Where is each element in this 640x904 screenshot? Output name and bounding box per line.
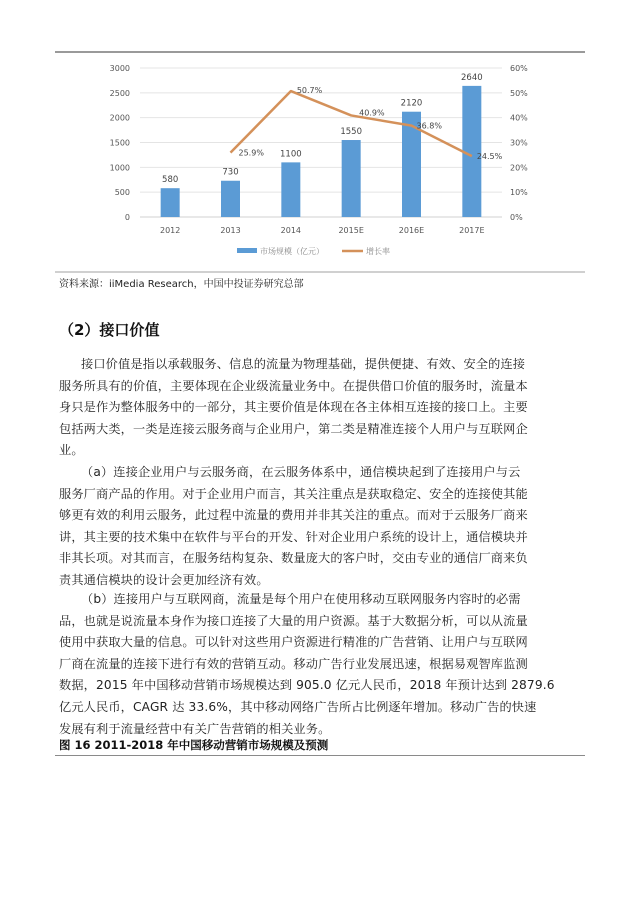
legend-swatch-bar [237, 248, 257, 253]
line-value-label: 50.7% [296, 86, 323, 96]
market-size-chart [0, 0, 640, 270]
chart-legend [237, 246, 390, 256]
right-axis-ticks [510, 64, 528, 222]
paragraph-line: （b）连接用户与互联网商，流量是每个用户在使用移动互联网服务内容时的必需 [81, 592, 521, 606]
source-note: 资料来源：iiMedia Research，中国中投证券研究总部 [59, 279, 304, 290]
bar-value-label: 2120 [400, 98, 423, 109]
left-axis-tick-label: 500 [114, 188, 130, 198]
right-axis-tick-label: 0% [510, 213, 523, 222]
paragraph-enterprise-cloud [59, 462, 528, 592]
bar-value-label: 1550 [340, 127, 362, 138]
line-value-label: 36.8% [416, 121, 442, 131]
figure-caption: 图 16 2011-2018 年中国移动营销市场规模及预测 [59, 738, 329, 752]
legend-label-growth-rate: 增长率 [366, 247, 390, 256]
x-axis-tick-label: 2015E [338, 226, 364, 235]
left-axis-tick-label: 2500 [109, 88, 130, 98]
paragraph-line: 数据，2015 年中国移动营销市场规模达到 905.0 亿元人民币，2018 年预计达到 2879.6 [59, 678, 555, 693]
right-axis-tick-label: 20% [510, 163, 528, 173]
left-axis-tick-label: 1500 [109, 138, 130, 148]
bar-2012 [161, 188, 180, 217]
bar-2013 [221, 181, 240, 217]
bar-2014 [281, 162, 300, 217]
left-axis-tick-label: 2000 [109, 113, 130, 123]
x-axis-tick-label: 2014 [280, 226, 302, 235]
line-value-label: 24.5% [476, 152, 503, 162]
bar-value-label: 2640 [461, 72, 483, 83]
paragraph-interface-value [59, 354, 528, 462]
paragraph-line: 身只是作为整体服务中的一部分，其主要价值是体现在各主体相互连接的接口上。主要 [59, 400, 528, 415]
paragraph-line: 接口价值是指以承载服务、信息的流量为物理基础，提供便捷、有效、安全的连接 [81, 357, 526, 371]
paragraph-line: 够更有效的利用云服务，此过程中流量的费用并非其关注的重点。而对于云服务厂商来 [59, 508, 528, 523]
paragraph-line: 服务所具有的价值，主要体现在企业级流量业务中。在提供借口价值的服务时，流量本 [59, 378, 528, 393]
bar-series-market-size [161, 86, 482, 217]
left-axis-tick-label: 3000 [109, 64, 130, 73]
x-axis-tick-label: 2013 [220, 226, 241, 235]
right-axis-tick-label: 30% [510, 138, 528, 148]
left-axis-tick-label: 1000 [109, 163, 130, 173]
x-axis-ticks [160, 226, 485, 235]
paragraph-line: 亿元人民币，CAGR 达 33.6%，其中移动网络广告所占比例逐年增加。移动广告的快速 [59, 699, 537, 714]
line-value-label: 40.9% [359, 108, 385, 118]
x-axis-tick-label: 2016E [398, 226, 425, 235]
legend-label-market-size: 市场规模（亿元） [260, 247, 324, 256]
bar-value-label: 1100 [280, 149, 302, 160]
bar-2015E [342, 140, 361, 217]
source-rule [55, 271, 585, 273]
paragraph-line: 使用中获取大量的信息。可以针对这些用户资源进行精准的广告营销、让用户与互联网 [59, 635, 528, 650]
bar-value-label: 580 [162, 175, 179, 186]
paragraph-user-internet [59, 589, 555, 740]
left-axis-ticks [110, 64, 130, 222]
paragraph-line: 讲，其主要的技术集中在软件与平台的开发、针对企业用户系统的设计上，通信模块并 [59, 529, 528, 544]
paragraph-line: 责其通信模块的设计会更加经济有效。 [59, 572, 269, 587]
right-axis-tick-label: 40% [510, 113, 528, 123]
paragraph-line: 包括两大类，一类是连接云服务商与企业用户，第二类是精准连接个人用户与互联网企 [59, 421, 528, 436]
x-axis-tick-label: 2012 [159, 226, 181, 235]
paragraph-line: 非其长项。对其而言，在服务结构复杂、数量庞大的客户时，交由专业的通信厂商来负 [59, 551, 528, 566]
left-axis-tick-label: 0 [124, 213, 130, 222]
paragraph-line: 发展有利于流量经营中有关广告营销的相关业务。 [59, 721, 331, 736]
paragraph-line: 服务厂商产品的作用。对于企业用户而言，其关注重点是获取稳定、安全的连接使其能 [59, 486, 528, 501]
paragraph-line: 厂商在流量的连接下进行有效的营销互动。移动广告行业发展迅速，根据易观智库监测 [59, 656, 528, 671]
right-axis-tick-label: 50% [510, 88, 528, 98]
line-value-label: 25.9% [238, 148, 264, 158]
section-heading: （2）接口价值 [59, 321, 160, 339]
right-axis-tick-label: 60% [510, 64, 528, 73]
figure-rule [55, 755, 585, 756]
bar-value-label: 730 [222, 167, 239, 178]
paragraph-line: 业。 [59, 443, 84, 458]
right-axis-tick-label: 10% [510, 188, 528, 198]
x-axis-tick-label: 2017E [459, 226, 485, 235]
paragraph-line: （a）连接企业用户与云服务商，在云服务体系中，通信模块起到了连接用户与云 [81, 465, 521, 479]
paragraph-line: 品，也就是说流量本身作为接口连接了大量的用户资源。基于大数据分析，可以从流量 [59, 613, 528, 628]
